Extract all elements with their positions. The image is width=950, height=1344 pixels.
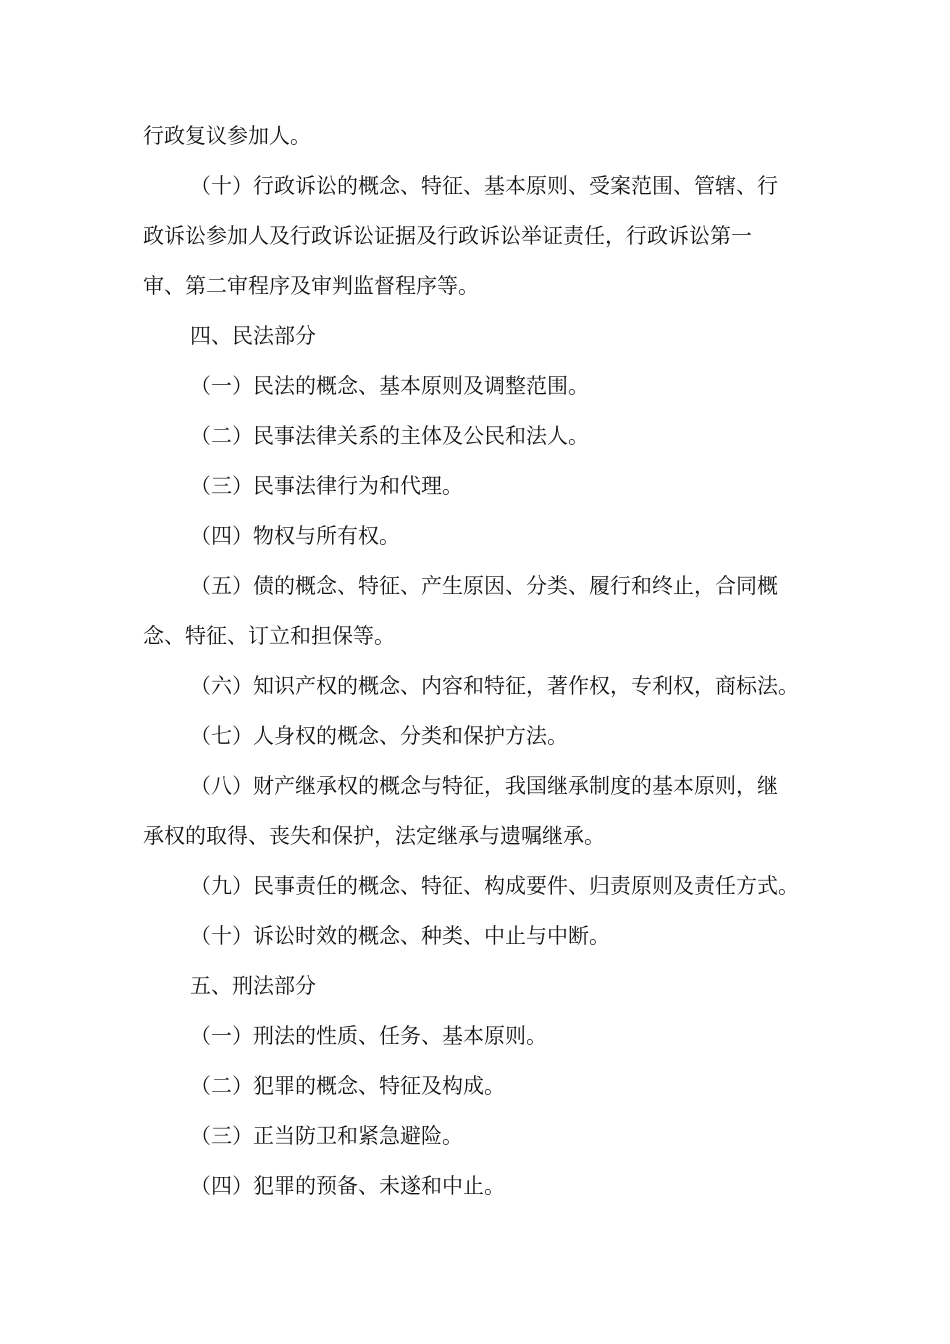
list-item: （五）债的概念、特征、产生原因、分类、履行和终止，合同概 <box>190 574 778 598</box>
list-item: （一）刑法的性质、任务、基本原则。 <box>190 1024 547 1048</box>
list-item: （四）犯罪的预备、未遂和中止。 <box>190 1174 505 1198</box>
list-item: （八）财产继承权的概念与特征，我国继承制度的基本原则，继 <box>190 774 778 798</box>
paragraph-line: 政诉讼参加人及行政诉讼证据及行政诉讼举证责任，行政诉讼第一 <box>143 224 752 248</box>
section-heading: 四、民法部分 <box>190 324 316 348</box>
list-item-continuation: 承权的取得、丧失和保护，法定继承与遗嘱继承。 <box>143 824 605 848</box>
list-item: （三）正当防卫和紧急避险。 <box>190 1124 463 1148</box>
paragraph-line: 行政复议参加人。 <box>143 124 311 148</box>
list-item: （三）民事法律行为和代理。 <box>190 474 463 498</box>
list-item: （四）物权与所有权。 <box>190 524 400 548</box>
list-item: （九）民事责任的概念、特征、构成要件、归责原则及责任方式。 <box>190 874 799 898</box>
section-heading: 五、刑法部分 <box>190 974 316 998</box>
list-item: （二）犯罪的概念、特征及构成。 <box>190 1074 505 1098</box>
list-item: （七）人身权的概念、分类和保护方法。 <box>190 724 568 748</box>
paragraph-line: 审、第二审程序及审判监督程序等。 <box>143 274 479 298</box>
list-item-continuation: 念、特征、订立和担保等。 <box>143 624 395 648</box>
list-item: （六）知识产权的概念、内容和特征，著作权，专利权，商标法。 <box>190 674 799 698</box>
paragraph-line: （十）行政诉讼的概念、特征、基本原则、受案范围、管辖、行 <box>190 174 778 198</box>
list-item: （一）民法的概念、基本原则及调整范围。 <box>190 374 589 398</box>
list-item: （二）民事法律关系的主体及公民和法人。 <box>190 424 589 448</box>
list-item: （十）诉讼时效的概念、种类、中止与中断。 <box>190 924 610 948</box>
